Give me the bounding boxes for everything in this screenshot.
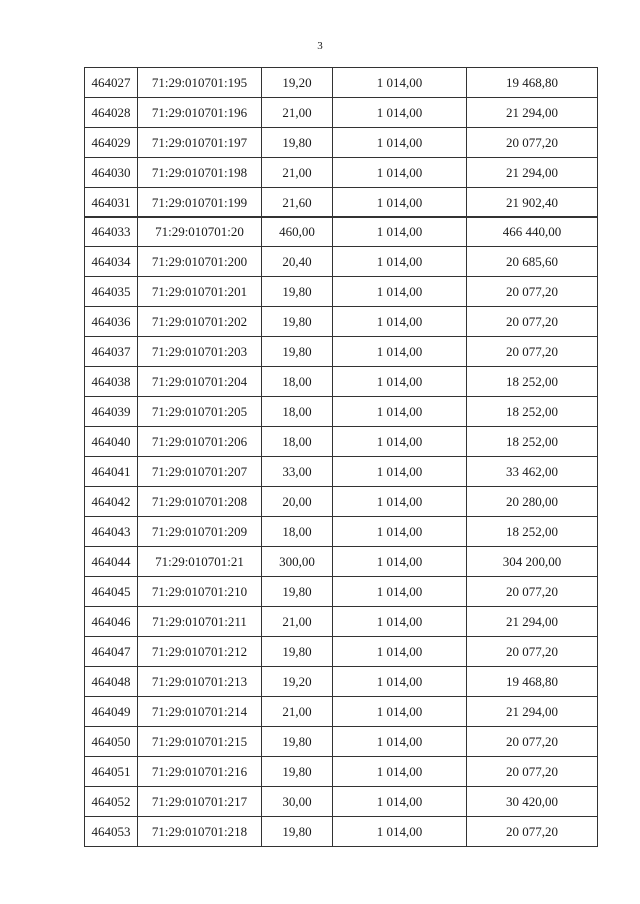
- rate-cell: 1 014,00: [333, 128, 467, 158]
- cadastral-number-cell: 71:29:010701:202: [138, 307, 262, 337]
- area-cell: 19,80: [262, 757, 333, 787]
- table-row: [85, 307, 598, 337]
- record-id-cell: 464050: [85, 727, 138, 757]
- cadastral-number-cell: 71:29:010701:195: [138, 68, 262, 98]
- rate-cell: 1 014,00: [333, 637, 467, 667]
- record-id-cell: 464037: [85, 337, 138, 367]
- record-id-cell: 464035: [85, 277, 138, 307]
- cadastral-value-cell: 20 077,20: [467, 128, 598, 158]
- record-id-cell: 464034: [85, 247, 138, 277]
- table-row: [85, 607, 598, 637]
- area-cell: 18,00: [262, 427, 333, 457]
- table-row: [85, 787, 598, 817]
- cadastral-value-cell: 19 468,80: [467, 68, 598, 98]
- rate-cell: 1 014,00: [333, 367, 467, 397]
- cadastral-number-cell: 71:29:010701:214: [138, 697, 262, 727]
- area-cell: 30,00: [262, 787, 333, 817]
- page-number: 3: [317, 40, 323, 52]
- table-row: [85, 457, 598, 487]
- cadastral-number-cell: 71:29:010701:205: [138, 397, 262, 427]
- rate-cell: 1 014,00: [333, 787, 467, 817]
- cadastral-value-cell: 466 440,00: [467, 217, 598, 247]
- cadastral-value-cell: 20 077,20: [467, 337, 598, 367]
- area-cell: 21,00: [262, 98, 333, 128]
- table-row: [85, 217, 598, 247]
- table-row: [85, 337, 598, 367]
- table-row: [85, 98, 598, 128]
- cadastral-value-cell: 18 252,00: [467, 427, 598, 457]
- record-id-cell: 464028: [85, 98, 138, 128]
- cadastral-value-cell: 21 294,00: [467, 158, 598, 188]
- table-block-1: [84, 67, 598, 218]
- area-cell: 300,00: [262, 547, 333, 577]
- rate-cell: 1 014,00: [333, 517, 467, 547]
- area-cell: 21,00: [262, 697, 333, 727]
- rate-cell: 1 014,00: [333, 727, 467, 757]
- area-cell: 21,00: [262, 607, 333, 637]
- table-row: [85, 697, 598, 727]
- table-row: [85, 277, 598, 307]
- cadastral-number-cell: 71:29:010701:198: [138, 158, 262, 188]
- table-row: [85, 577, 598, 607]
- cadastral-value-cell: 21 294,00: [467, 697, 598, 727]
- table-row: [85, 128, 598, 158]
- cadastral-value-cell: 21 902,40: [467, 188, 598, 218]
- table-row: [85, 158, 598, 188]
- cadastral-number-cell: 71:29:010701:211: [138, 607, 262, 637]
- cadastral-number-cell: 71:29:010701:199: [138, 188, 262, 218]
- rate-cell: 1 014,00: [333, 68, 467, 98]
- area-cell: 18,00: [262, 397, 333, 427]
- area-cell: 19,80: [262, 577, 333, 607]
- area-cell: 460,00: [262, 217, 333, 247]
- rate-cell: 1 014,00: [333, 337, 467, 367]
- rate-cell: 1 014,00: [333, 487, 467, 517]
- table-row: [85, 547, 598, 577]
- cadastral-value-cell: 20 077,20: [467, 757, 598, 787]
- cadastral-number-cell: 71:29:010701:208: [138, 487, 262, 517]
- cadastral-number-cell: 71:29:010701:209: [138, 517, 262, 547]
- cadastral-number-cell: 71:29:010701:201: [138, 277, 262, 307]
- rate-cell: 1 014,00: [333, 217, 467, 247]
- table-row: [85, 637, 598, 667]
- record-id-cell: 464044: [85, 547, 138, 577]
- table-row: [85, 817, 598, 847]
- cadastral-number-cell: 71:29:010701:206: [138, 427, 262, 457]
- record-id-cell: 464043: [85, 517, 138, 547]
- cadastral-number-cell: 71:29:010701:218: [138, 817, 262, 847]
- cadastral-value-cell: 20 685,60: [467, 247, 598, 277]
- area-cell: 20,40: [262, 247, 333, 277]
- record-id-cell: 464029: [85, 128, 138, 158]
- area-cell: 21,60: [262, 188, 333, 218]
- cadastral-value-cell: 20 077,20: [467, 727, 598, 757]
- cadastral-value-cell: 20 280,00: [467, 487, 598, 517]
- cadastral-number-cell: 71:29:010701:210: [138, 577, 262, 607]
- area-cell: 19,80: [262, 128, 333, 158]
- record-id-cell: 464031: [85, 188, 138, 218]
- record-id-cell: 464048: [85, 667, 138, 697]
- area-cell: 18,00: [262, 367, 333, 397]
- table-row: [85, 68, 598, 98]
- record-id-cell: 464052: [85, 787, 138, 817]
- cadastral-value-cell: 21 294,00: [467, 98, 598, 128]
- area-cell: 19,80: [262, 277, 333, 307]
- record-id-cell: 464040: [85, 427, 138, 457]
- rate-cell: 1 014,00: [333, 817, 467, 847]
- rate-cell: 1 014,00: [333, 397, 467, 427]
- cadastral-value-cell: 20 077,20: [467, 577, 598, 607]
- cadastral-value-cell: 20 077,20: [467, 307, 598, 337]
- record-id-cell: 464030: [85, 158, 138, 188]
- area-cell: 19,80: [262, 637, 333, 667]
- rate-cell: 1 014,00: [333, 158, 467, 188]
- table-row: [85, 487, 598, 517]
- cadastral-value-cell: 20 077,20: [467, 817, 598, 847]
- rate-cell: 1 014,00: [333, 188, 467, 218]
- area-cell: 21,00: [262, 158, 333, 188]
- cadastral-number-cell: 71:29:010701:20: [138, 217, 262, 247]
- rate-cell: 1 014,00: [333, 277, 467, 307]
- table-row: [85, 757, 598, 787]
- cadastral-number-cell: 71:29:010701:196: [138, 98, 262, 128]
- record-id-cell: 464051: [85, 757, 138, 787]
- rate-cell: 1 014,00: [333, 427, 467, 457]
- record-id-cell: 464036: [85, 307, 138, 337]
- rate-cell: 1 014,00: [333, 697, 467, 727]
- table-row: [85, 517, 598, 547]
- record-id-cell: 464033: [85, 217, 138, 247]
- rate-cell: 1 014,00: [333, 457, 467, 487]
- area-cell: 19,20: [262, 68, 333, 98]
- area-cell: 19,80: [262, 337, 333, 367]
- cadastral-value-cell: 20 077,20: [467, 277, 598, 307]
- cadastral-number-cell: 71:29:010701:213: [138, 667, 262, 697]
- record-id-cell: 464045: [85, 577, 138, 607]
- record-id-cell: 464038: [85, 367, 138, 397]
- table-row: [85, 367, 598, 397]
- rate-cell: 1 014,00: [333, 667, 467, 697]
- cadastral-number-cell: 71:29:010701:216: [138, 757, 262, 787]
- cadastral-value-cell: 18 252,00: [467, 367, 598, 397]
- cadastral-value-cell: 18 252,00: [467, 397, 598, 427]
- cadastral-number-cell: 71:29:010701:21: [138, 547, 262, 577]
- cadastral-value-cell: 20 077,20: [467, 637, 598, 667]
- table-row: [85, 427, 598, 457]
- rate-cell: 1 014,00: [333, 247, 467, 277]
- cadastral-number-cell: 71:29:010701:215: [138, 727, 262, 757]
- table-row: [85, 397, 598, 427]
- cadastral-value-cell: 18 252,00: [467, 517, 598, 547]
- record-id-cell: 464042: [85, 487, 138, 517]
- rate-cell: 1 014,00: [333, 577, 467, 607]
- cadastral-value-cell: 19 468,80: [467, 667, 598, 697]
- rate-cell: 1 014,00: [333, 607, 467, 637]
- area-cell: 33,00: [262, 457, 333, 487]
- area-cell: 19,80: [262, 727, 333, 757]
- record-id-cell: 464041: [85, 457, 138, 487]
- area-cell: 20,00: [262, 487, 333, 517]
- table-block-2: [84, 216, 598, 847]
- cadastral-number-cell: 71:29:010701:207: [138, 457, 262, 487]
- area-cell: 19,80: [262, 817, 333, 847]
- area-cell: 19,20: [262, 667, 333, 697]
- record-id-cell: 464027: [85, 68, 138, 98]
- record-id-cell: 464053: [85, 817, 138, 847]
- table-row: [85, 667, 598, 697]
- rate-cell: 1 014,00: [333, 307, 467, 337]
- record-id-cell: 464047: [85, 637, 138, 667]
- record-id-cell: 464039: [85, 397, 138, 427]
- table-row: [85, 247, 598, 277]
- cadastral-value-cell: 21 294,00: [467, 607, 598, 637]
- table-row: [85, 188, 598, 218]
- cadastral-number-cell: 71:29:010701:212: [138, 637, 262, 667]
- cadastral-value-cell: 33 462,00: [467, 457, 598, 487]
- cadastral-number-cell: 71:29:010701:203: [138, 337, 262, 367]
- record-id-cell: 464049: [85, 697, 138, 727]
- cadastral-number-cell: 71:29:010701:204: [138, 367, 262, 397]
- cadastral-number-cell: 71:29:010701:217: [138, 787, 262, 817]
- cadastral-value-cell: 30 420,00: [467, 787, 598, 817]
- cadastral-value-cell: 304 200,00: [467, 547, 598, 577]
- rate-cell: 1 014,00: [333, 757, 467, 787]
- table-row: [85, 727, 598, 757]
- rate-cell: 1 014,00: [333, 98, 467, 128]
- area-cell: 19,80: [262, 307, 333, 337]
- area-cell: 18,00: [262, 517, 333, 547]
- record-id-cell: 464046: [85, 607, 138, 637]
- rate-cell: 1 014,00: [333, 547, 467, 577]
- cadastral-number-cell: 71:29:010701:200: [138, 247, 262, 277]
- cadastral-number-cell: 71:29:010701:197: [138, 128, 262, 158]
